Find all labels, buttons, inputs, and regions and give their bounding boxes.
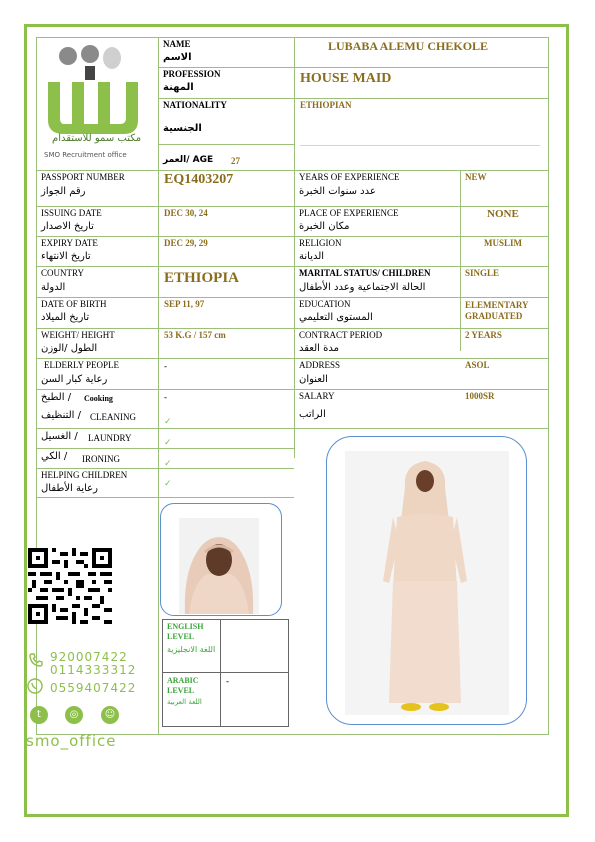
row-value: MUSLIM — [484, 238, 522, 248]
row-label-ar: رعاية كبار السن — [41, 374, 108, 385]
skill-label-en: HELPING CHILDREN — [41, 470, 128, 480]
logo-icon — [40, 42, 155, 142]
row-label-en: ELDERLY PEOPLE — [44, 360, 120, 370]
twitter-icon[interactable]: t — [30, 706, 48, 724]
english-level-label-ar: اللغة الانجليزية — [167, 645, 216, 654]
skill-label-en: IRONING — [82, 454, 120, 464]
nationality-label-ar: الجنسية — [163, 123, 202, 134]
row-value: ELEMENTARY GRADUATED — [465, 300, 529, 321]
row-label-en: EXPIRY DATE — [41, 238, 98, 248]
row-value: ETHIOPIA — [164, 270, 240, 286]
qr-code — [28, 548, 112, 624]
age-label: العمر/ AGE — [163, 155, 214, 165]
row-label-en: YEARS OF EXPERIENCE — [299, 172, 400, 182]
full-body-photo — [345, 451, 509, 715]
row-label-en: SALARY — [299, 391, 335, 401]
row-label-ar: تاريخ الميلاد — [41, 312, 90, 323]
nationality-label: NATIONALITY — [163, 100, 227, 110]
name-label-ar: الاسم — [163, 52, 192, 63]
snapchat-icon[interactable]: ☺ — [101, 706, 119, 724]
row-label-ar: الراتب — [299, 409, 326, 420]
skill-label-ar: التنظيف / — [41, 410, 81, 421]
row-label-ar: العنوان — [299, 374, 328, 385]
row-label-ar: عدد سنوات الخبرة — [299, 186, 376, 197]
row-label-en: RELIGION — [299, 238, 342, 248]
skill-label-en: CLEANING — [90, 412, 136, 422]
portrait-photo — [179, 518, 259, 614]
english-level-label: ENGLISH LEVEL — [167, 622, 204, 641]
row-label-ar: تاريخ الاصدار — [41, 221, 94, 232]
row-label-en: PLACE OF EXPERIENCE — [299, 208, 399, 218]
instagram-icon[interactable]: ◎ — [65, 706, 83, 724]
row-value: SEP 11, 97 — [164, 299, 205, 309]
check-icon: ✓ — [164, 478, 172, 488]
row-label-en: COUNTRY — [41, 268, 85, 278]
check-icon: ✓ — [164, 437, 172, 447]
row-label-en: MARITAL STATUS/ CHILDREN — [299, 268, 431, 278]
row-label-ar: رقم الجواز — [41, 186, 86, 197]
row-value: DEC 30, 24 — [164, 208, 208, 218]
row-label-ar: الحالة الاجتماعية وعدد الأطفال — [299, 282, 426, 293]
profession-value: HOUSE MAID — [300, 71, 392, 86]
row-value: NEW — [465, 172, 487, 182]
social-handle: smo_office — [26, 732, 117, 750]
full-body-photo-frame — [326, 436, 527, 725]
row-label-en: WEIGHT/ HEIGHT — [41, 330, 115, 340]
row-value: 1000SR — [465, 391, 495, 401]
row-label-en: ADDRESS — [299, 360, 341, 370]
logo-arabic: مكتب سمو للاستقدام — [52, 133, 142, 144]
row-label-ar: الديانة — [299, 251, 325, 262]
arabic-level-label: ARABIC LEVEL — [167, 676, 199, 695]
skill-label-ar: الكي / — [41, 451, 68, 462]
row-value: 53 K.G / 157 cm — [164, 330, 226, 340]
skill-label-ar: رعاية الأطفال — [41, 483, 98, 494]
row-label-ar: الطبخ / — [41, 392, 72, 403]
nationality-value: ETHIOPIAN — [300, 100, 352, 110]
row-label-ar: مكان الخبرة — [299, 221, 350, 232]
check-icon: ✓ — [164, 416, 172, 426]
row-label-en: PASSPORT NUMBER — [41, 172, 125, 182]
row-label-en: ISSUING DATE — [41, 208, 102, 218]
row-value: NONE — [487, 208, 519, 220]
row-label-ar: الدولة — [41, 282, 66, 293]
name-value: LUBABA ALEMU CHEKOLE — [328, 39, 489, 53]
row-label-ar: تاريخ الانتهاء — [41, 251, 91, 262]
row-value: EQ1403207 — [164, 172, 234, 187]
row-label-ar: المستوى التعليمي — [299, 312, 373, 323]
arabic-level-value: - — [226, 676, 229, 686]
row-value: DEC 29, 29 — [164, 238, 208, 248]
row-label-ar: الطول /الوزن — [41, 343, 98, 354]
phone-icon — [28, 652, 44, 668]
row-label-ar: مدة العقد — [299, 343, 339, 354]
row-label-en: CONTRACT PERIOD — [299, 330, 383, 340]
skill-label-en: LAUNDRY — [88, 433, 132, 443]
row-label-en: Cooking — [84, 394, 113, 403]
profession-label-ar: المهنة — [163, 82, 194, 93]
row-value: ASOL — [465, 360, 490, 370]
age-value: 27 — [231, 156, 240, 166]
skill-label-ar: الغسيل / — [41, 431, 78, 442]
logo — [40, 42, 155, 167]
logo-english: SMO Recruitment office — [44, 151, 127, 159]
name-label: NAME — [163, 39, 191, 49]
row-value: - — [164, 361, 167, 371]
profession-label: PROFESSION — [163, 69, 221, 79]
phone-2: 0114333312 — [50, 663, 137, 677]
phone-1: 920007422 — [50, 650, 128, 664]
arabic-level-label-ar: اللغة العربية — [167, 698, 202, 706]
whatsapp-icon — [26, 677, 44, 695]
whatsapp-number: 0559407422 — [50, 681, 137, 695]
row-label-en: EDUCATION — [299, 299, 351, 309]
portrait-photo-frame — [160, 503, 282, 616]
row-value: 2 YEARS — [465, 330, 502, 340]
row-value: - — [164, 392, 167, 402]
check-icon: ✓ — [164, 458, 172, 468]
row-value: SINGLE — [465, 268, 500, 278]
row-label-en: DATE OF BIRTH — [41, 299, 107, 309]
